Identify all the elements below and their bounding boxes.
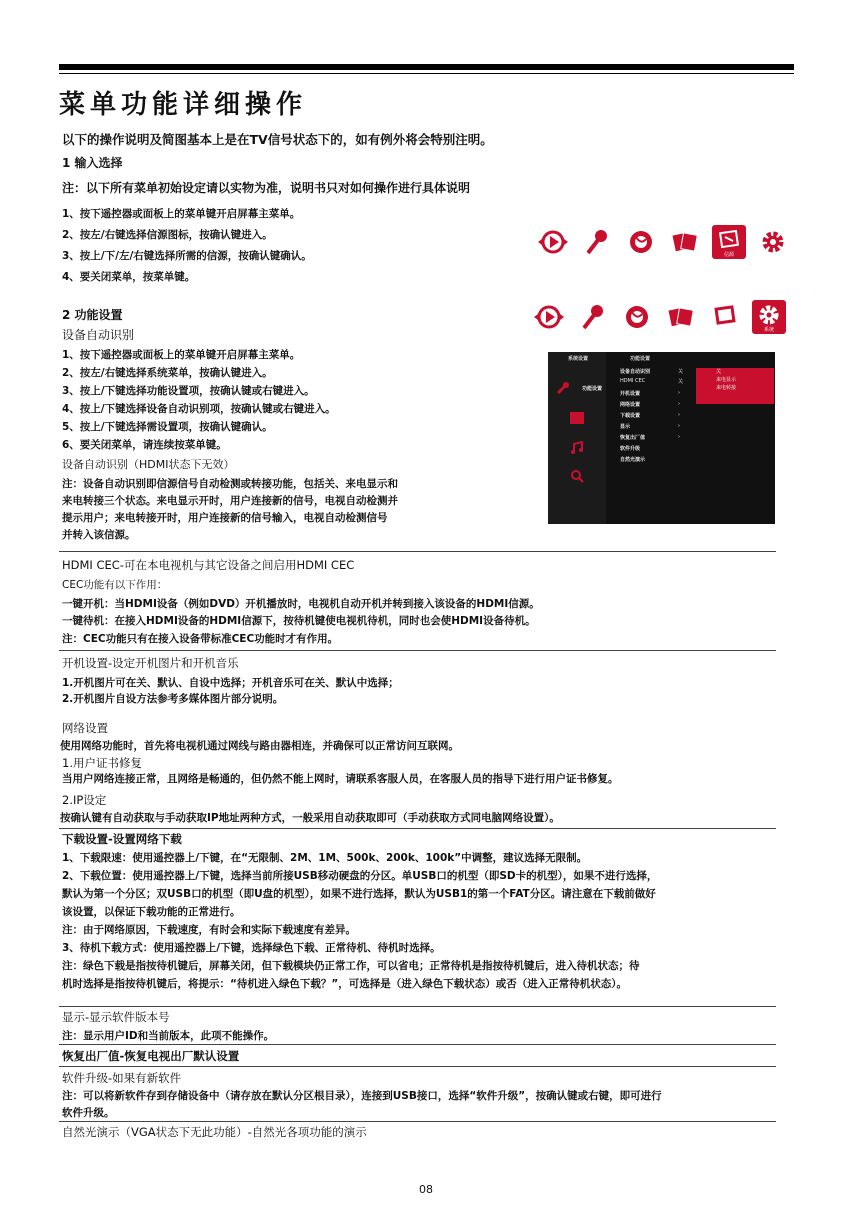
source-icon	[708, 300, 742, 334]
grid-icon	[570, 412, 584, 424]
download-line: 2、下载位置：使用遥控器上/下键，选择当前所接USB移动硬盘的分区。单USB口的机型（即SD卡的机型），如果不进行选择，	[62, 870, 658, 882]
sec2-note: 并转入该信源。	[62, 529, 136, 541]
sec2-step: 5、按上/下键选择需设置项，按确认键确认。	[62, 421, 273, 433]
sec2-note: 来电转接三个状态。来电显示开时，用户连接新的信号，电视自动检测并	[62, 495, 398, 507]
search-icon	[570, 468, 584, 482]
submenu-item: 来电转接	[716, 385, 737, 391]
source-icon	[712, 225, 746, 259]
boot-line: 2.开机图片自设方法参考多媒体图片部分说明。	[62, 693, 284, 705]
display-line: 注：显示用户ID和当前版本，此项不能操作。	[62, 1030, 275, 1042]
microphone-icon	[576, 300, 610, 334]
download-line: 3、待机下载方式：使用遥控器上/下键，选择绿色下载、正常待机、待机时选择。	[62, 942, 441, 954]
network-line: 按确认键有自动获取与手动获取IP地址两种方式，一般采用自动获取即可（手动获取方式同电脑网络设置）。	[60, 812, 560, 824]
sec2-step: 2、按左/右键选择系统菜单，按确认键进入。	[62, 367, 273, 379]
menu-row: 恢复出厂值	[620, 435, 646, 441]
divider	[59, 551, 776, 552]
chevron-right-icon: ›	[678, 401, 680, 407]
menu-submenu	[696, 368, 774, 404]
cec-heading: HDMI CEC-可在本电视机与其它设备之间启用HDMI CEC	[62, 558, 355, 572]
chevron-right-icon: ›	[678, 434, 680, 440]
divider	[59, 1006, 776, 1007]
page-number: 08	[419, 1183, 433, 1196]
sec1-step: 3、按上/下/左/右键选择所需的信源，按确认键确认。	[62, 250, 312, 262]
play-icon	[536, 225, 570, 259]
menu-value: 关	[678, 369, 684, 375]
boot-line: 1.开机图片可在关、默认、自设中选择；开机音乐可在关、默认中选择；	[62, 677, 399, 689]
network-sub1: 1.用户证书修复	[62, 756, 142, 770]
sec2-sub2: 设备自动识别（HDMI状态下无效）	[62, 458, 235, 471]
sec1-heading: 1 输入选择	[62, 156, 123, 170]
submenu-item: 关	[716, 369, 722, 375]
system-gear-icon	[752, 300, 786, 334]
menu-row: 自然光演示	[620, 457, 646, 463]
sec2-heading: 2 功能设置	[62, 308, 123, 322]
system-menu-screenshot	[548, 352, 775, 524]
play-icon	[532, 300, 566, 334]
divider	[59, 650, 776, 651]
intro-text: 以下的操作说明及简图基本上是在TV信号状态下的，如有例外将会特别注明。	[62, 132, 493, 147]
chevron-right-icon: ›	[678, 390, 680, 396]
photos-icon	[668, 225, 702, 259]
menu-row: 设备自动识别	[620, 369, 651, 375]
download-line: 注：绿色下载是指按待机键后，屏幕关闭，但下载模块仍正常工作，可以省电；正常待机是指按待机键后，进入待机状态；待	[62, 960, 640, 972]
menu-row: 下载设置	[620, 413, 641, 419]
network-heading: 网络设置	[62, 721, 108, 735]
menu-col2-header: 功能设置	[630, 356, 651, 362]
source-icon-label: 信源	[723, 252, 734, 258]
photos-icon	[664, 300, 698, 334]
cec-line: 一键开机：当HDMI设备（例如DVD）开机播放时，电视机自动开机并转到接入该设备的HDMI信源。	[62, 598, 540, 610]
menu-col1-item: 功能设置	[582, 386, 603, 392]
menu-row: HDMI CEC	[620, 378, 646, 384]
sec2-note: 注：设备自动识别即信源信号自动检测或转接功能，包括关、来电显示和	[62, 478, 398, 490]
sec1-step: 2、按左/右键选择信源图标，按确认键进入。	[62, 229, 273, 241]
menu-col1-header: 系统设置	[568, 356, 589, 362]
menu-icon-row-1	[536, 225, 800, 259]
microphone-icon	[580, 225, 614, 259]
sec2-sub: 设备自动识别	[62, 328, 135, 342]
download-heading: 下载设置-设置网络下载	[62, 832, 182, 846]
divider	[59, 1121, 776, 1122]
sec2-note: 提示用户；来电转接开时，用户连接新的信号输入，电视自动检测信号	[62, 512, 388, 524]
display-heading: 显示-显示软件版本号	[62, 1010, 170, 1024]
sec2-step: 3、按上/下键选择功能设置项，按确认键或右键进入。	[62, 385, 315, 397]
menu-icon-row-2	[532, 300, 796, 334]
download-line: 该设置，以保证下载功能的正常进行。	[62, 906, 241, 918]
music-icon	[570, 440, 584, 454]
download-line: 1、下载限速：使用遥控器上/下键，在“无限制、2M、1M、500k、200k、100k”中调整，建议选择无限制。	[62, 852, 588, 864]
download-line: 机时选择是指按待机键后，将提示：“待机进入绿色下载？”，可选择是（进入绿色下载状态）或否（进入正常待机状态）。	[62, 978, 628, 990]
gear-icon	[756, 225, 790, 259]
page-title: 菜单功能详细操作	[59, 90, 308, 120]
submenu-item: 来电显示	[716, 377, 737, 383]
divider	[59, 828, 776, 829]
download-line: 注：由于网络原因，下载速度，有时会和实际下载速度有差异。	[62, 924, 356, 936]
sec1-step: 1、按下遥控器或面板上的菜单键开启屏幕主菜单。	[62, 208, 301, 220]
upgrade-heading: 软件升级-如果有新软件	[62, 1071, 182, 1085]
top-line	[59, 73, 794, 74]
top-bar	[59, 64, 794, 70]
menu-row: 开机设置	[620, 391, 641, 397]
divider	[59, 1044, 776, 1045]
chevron-right-icon: ›	[678, 423, 680, 429]
menu-row: 网络设置	[620, 402, 641, 408]
boot-heading: 开机设置-设定开机图片和开机音乐	[62, 656, 239, 670]
divider	[59, 1066, 776, 1067]
network-line: 使用网络功能时，首先将电视机通过网线与路由器相连，并确保可以正常访问互联网。	[60, 740, 459, 752]
menu-value: 关	[678, 379, 684, 385]
sec2-step: 1、按下遥控器或面板上的菜单键开启屏幕主菜单。	[62, 349, 301, 361]
sec2-step: 6、要关闭菜单，请连续按菜单键。	[62, 439, 227, 451]
menu-row: 软件升级	[620, 446, 641, 452]
upgrade-line: 注：可以将新软件存到存储设备中（请存放在默认分区根目录），连接到USB接口，选择“软件升级”，按确认键或右键，即可进行	[62, 1090, 662, 1102]
globe-icon	[624, 225, 658, 259]
sec1-step: 4、要关闭菜单，按菜单键。	[62, 271, 196, 283]
demo-heading: 自然光演示（VGA状态下无此功能）-自然光各项功能的演示	[62, 1125, 367, 1139]
chevron-right-icon: ›	[678, 412, 680, 418]
upgrade-line: 软件升级。	[62, 1107, 115, 1119]
globe-icon	[620, 300, 654, 334]
network-sub2: 2.IP设定	[62, 793, 107, 807]
menu-row: 显示	[620, 424, 631, 430]
menu-left-column	[548, 352, 606, 524]
tools-icon	[556, 380, 570, 394]
sec2-step: 4、按上/下键选择设备自动识别项，按确认键或右键进入。	[62, 403, 336, 415]
cec-line: 注：CEC功能只有在接入设备带标准CEC功能时才有作用。	[62, 633, 339, 645]
download-line: 默认为第一个分区；双USB口的机型（即U盘的机型），如果不进行选择，默认为USB1的第一个FAT分区。请注意在下载前做好	[62, 888, 656, 900]
cec-line: 一键待机：在接入HDMI设备的HDMI信源下，按待机键使电视机待机，同时也会使HDMI设备待机。	[62, 615, 536, 627]
cec-line: CEC功能有以下作用：	[62, 579, 168, 591]
sec1-note: 注：以下所有菜单初始设定请以实物为准，说明书只对如何操作进行具体说明	[62, 181, 471, 195]
reset-heading: 恢复出厂值-恢复电视出厂默认设置	[62, 1049, 240, 1063]
system-icon-label: 系统	[763, 327, 774, 333]
network-line: 当用户网络连接正常，且网络是畅通的，但仍然不能上网时，请联系客服人员，在客服人员的指导下进行用户证书修复。	[62, 773, 619, 785]
